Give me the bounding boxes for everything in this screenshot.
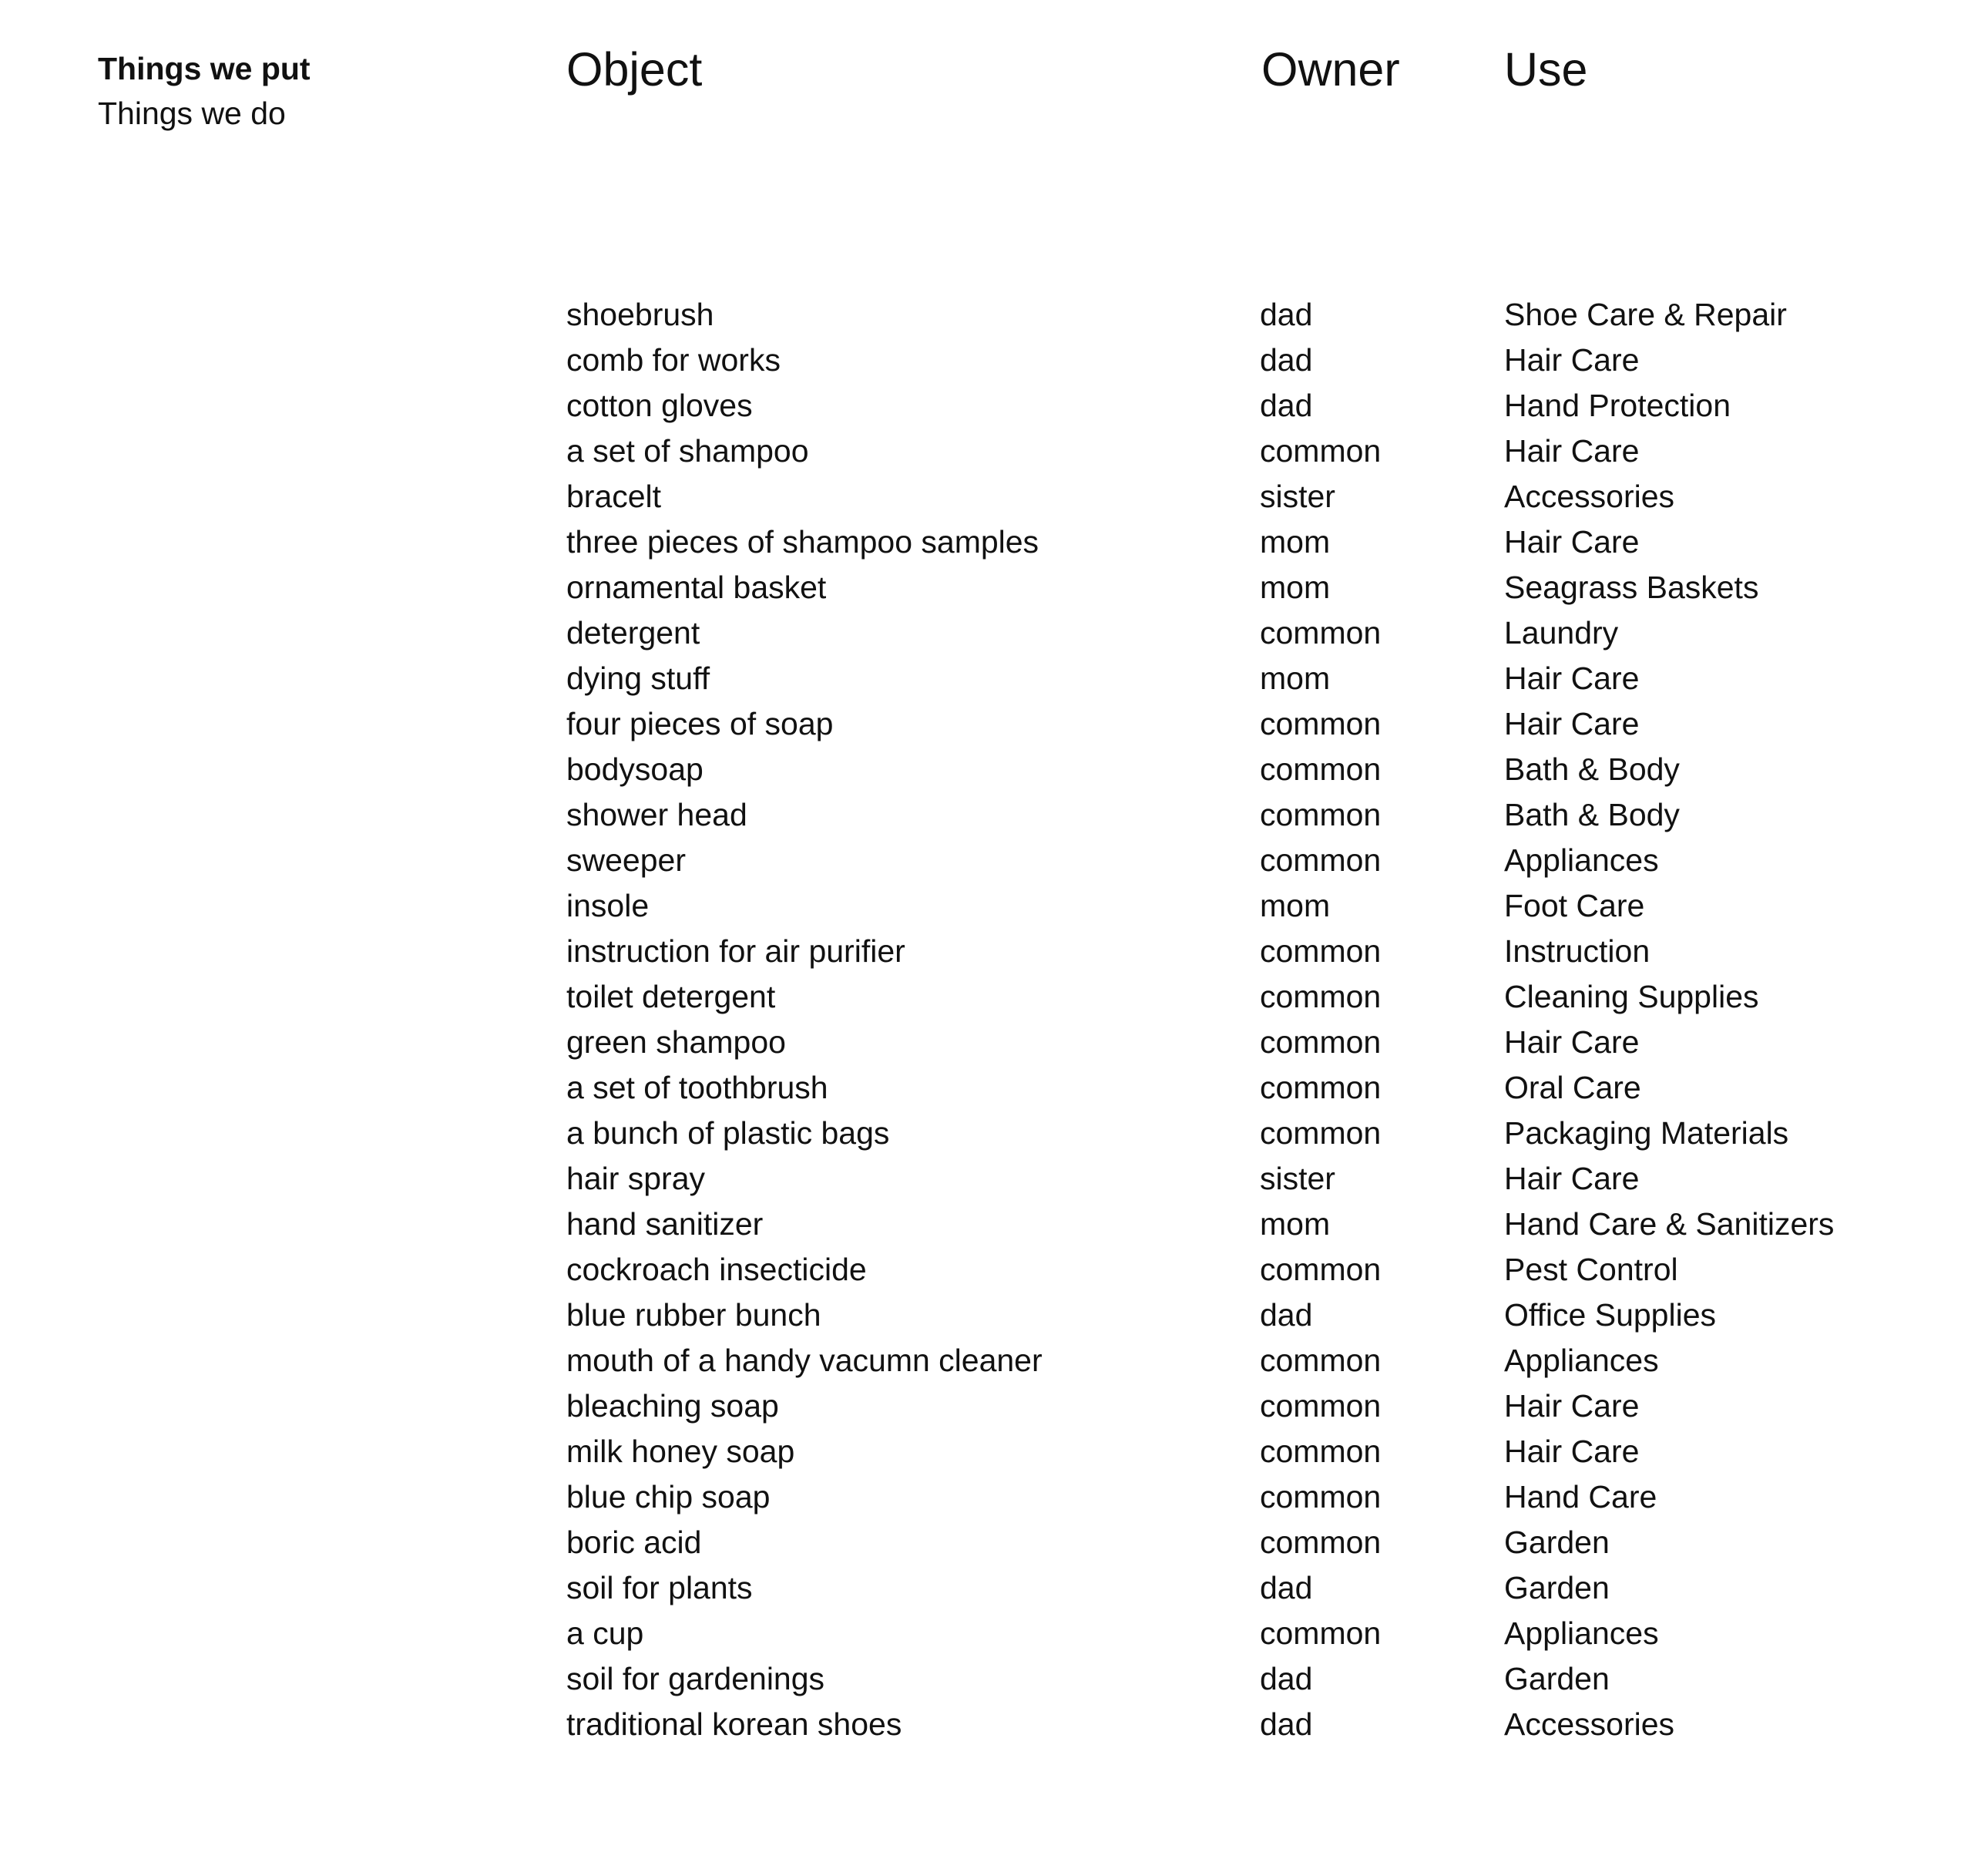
owner-cell: mom: [1260, 888, 1331, 923]
object-cell: a bunch of plastic bags: [566, 1115, 890, 1151]
column-header-use: Use: [1504, 43, 1588, 96]
use-cell: Foot Care: [1504, 888, 1645, 923]
owner-cell: dad: [1260, 388, 1313, 423]
owner-cell: mom: [1260, 661, 1331, 696]
table-row: [566, 519, 1953, 565]
object-cell: instruction for air purifier: [566, 933, 905, 969]
object-cell: bracelt: [566, 479, 662, 514]
object-cell: bodysoap: [566, 751, 704, 787]
use-cell: Hand Protection: [1504, 388, 1731, 423]
use-cell: Appliances: [1504, 1343, 1659, 1378]
table-row: [566, 383, 1953, 429]
table-row: [566, 429, 1953, 474]
table-row: [566, 1247, 1953, 1293]
use-cell: Cleaning Supplies: [1504, 979, 1759, 1014]
side-nav: [98, 46, 311, 136]
table-row: [566, 1156, 1953, 1202]
object-cell: shower head: [566, 797, 747, 832]
table-row: [566, 1702, 1953, 1747]
table-row: [566, 1611, 1953, 1656]
table-row: [566, 1293, 1953, 1338]
table-row: [566, 338, 1953, 383]
use-cell: Pest Control: [1504, 1252, 1678, 1287]
owner-cell: common: [1260, 433, 1382, 469]
table-row: [566, 1020, 1953, 1065]
use-cell: Bath & Body: [1504, 797, 1680, 832]
owner-cell: common: [1260, 979, 1382, 1014]
use-cell: Hair Care: [1504, 342, 1640, 378]
use-cell: Oral Care: [1504, 1070, 1641, 1105]
use-cell: Garden: [1504, 1525, 1610, 1560]
object-cell: cockroach insecticide: [566, 1252, 867, 1287]
object-cell: sweeper: [566, 842, 686, 878]
owner-cell: common: [1260, 706, 1382, 741]
table-row: [566, 929, 1953, 974]
table-row: [566, 838, 1953, 883]
use-cell: Hand Care & Sanitizers: [1504, 1206, 1835, 1242]
object-cell: four pieces of soap: [566, 706, 834, 741]
object-cell: blue rubber bunch: [566, 1297, 821, 1333]
use-cell: Garden: [1504, 1661, 1610, 1696]
object-cell: a cup: [566, 1615, 644, 1651]
table-row: [566, 292, 1953, 338]
use-cell: Hair Care: [1504, 706, 1640, 741]
object-cell: comb for works: [566, 342, 781, 378]
owner-cell: mom: [1260, 524, 1331, 560]
use-cell: Bath & Body: [1504, 751, 1680, 787]
owner-cell: dad: [1260, 1297, 1313, 1333]
object-cell: insole: [566, 888, 650, 923]
object-cell: a set of toothbrush: [566, 1070, 828, 1105]
owner-cell: common: [1260, 1343, 1382, 1378]
owner-cell: common: [1260, 1024, 1382, 1060]
nav-link-things-we-do[interactable]: Things we do: [98, 96, 286, 131]
nav-link-things-we-put[interactable]: Things we put: [98, 51, 311, 86]
use-cell: Hair Care: [1504, 1388, 1640, 1424]
object-cell: mouth of a handy vacumn cleaner: [566, 1343, 1043, 1378]
owner-cell: common: [1260, 842, 1382, 878]
use-cell: Seagrass Baskets: [1504, 570, 1759, 605]
object-cell: ornamental basket: [566, 570, 827, 605]
owner-cell: common: [1260, 1252, 1382, 1287]
use-cell: Laundry: [1504, 615, 1619, 651]
owner-cell: common: [1260, 751, 1382, 787]
table-row: [566, 565, 1953, 610]
object-cell: boric acid: [566, 1525, 702, 1560]
owner-cell: dad: [1260, 342, 1313, 378]
table-row: [566, 974, 1953, 1020]
owner-cell: common: [1260, 615, 1382, 651]
object-cell: hair spray: [566, 1161, 706, 1196]
object-cell: toilet detergent: [566, 979, 776, 1014]
object-cell: green shampoo: [566, 1024, 786, 1060]
use-cell: Hair Care: [1504, 661, 1640, 696]
table-row: [566, 1656, 1953, 1702]
owner-cell: common: [1260, 1070, 1382, 1105]
owner-cell: common: [1260, 797, 1382, 832]
table-row: [566, 1565, 1953, 1611]
use-cell: Office Supplies: [1504, 1297, 1717, 1333]
table-row: [566, 1429, 1953, 1474]
owner-cell: mom: [1260, 570, 1331, 605]
owner-cell: sister: [1260, 479, 1335, 514]
owner-cell: common: [1260, 1115, 1382, 1151]
table-row: [566, 1383, 1953, 1429]
table-row: [566, 610, 1953, 656]
use-cell: Accessories: [1504, 479, 1675, 514]
use-cell: Hair Care: [1504, 524, 1640, 560]
object-cell: shoebrush: [566, 297, 714, 332]
column-header-owner: Owner: [1261, 43, 1400, 96]
use-cell: Hand Care: [1504, 1479, 1657, 1514]
object-table: [566, 292, 1953, 1747]
owner-cell: sister: [1260, 1161, 1335, 1196]
object-cell: hand sanitizer: [566, 1206, 764, 1242]
object-cell: three pieces of shampoo samples: [566, 524, 1039, 560]
table-row: [566, 883, 1953, 929]
use-cell: Hair Care: [1504, 433, 1640, 469]
object-cell: cotton gloves: [566, 388, 753, 423]
use-cell: Hair Care: [1504, 1434, 1640, 1469]
owner-cell: mom: [1260, 1206, 1331, 1242]
object-cell: blue chip soap: [566, 1479, 771, 1514]
table-row: [566, 656, 1953, 701]
table-row: [566, 1338, 1953, 1383]
owner-cell: dad: [1260, 297, 1313, 332]
owner-cell: dad: [1260, 1706, 1313, 1742]
table-row: [566, 1202, 1953, 1247]
use-cell: Appliances: [1504, 1615, 1659, 1651]
owner-cell: common: [1260, 1388, 1382, 1424]
use-cell: Shoe Care & Repair: [1504, 297, 1787, 332]
table-row: [566, 792, 1953, 838]
object-cell: detergent: [566, 615, 700, 651]
object-cell: soil for gardenings: [566, 1661, 825, 1696]
use-cell: Appliances: [1504, 842, 1659, 878]
table-row: [566, 701, 1953, 747]
object-cell: milk honey soap: [566, 1434, 795, 1469]
use-cell: Accessories: [1504, 1706, 1675, 1742]
table-row: [566, 474, 1953, 519]
owner-cell: dad: [1260, 1570, 1313, 1605]
table-row: [566, 1520, 1953, 1565]
use-cell: Instruction: [1504, 933, 1651, 969]
table-row: [566, 1111, 1953, 1156]
object-cell: bleaching soap: [566, 1388, 779, 1424]
owner-cell: common: [1260, 1479, 1382, 1514]
owner-cell: common: [1260, 1434, 1382, 1469]
use-cell: Packaging Materials: [1504, 1115, 1789, 1151]
use-cell: Hair Care: [1504, 1161, 1640, 1196]
owner-cell: dad: [1260, 1661, 1313, 1696]
owner-cell: common: [1260, 933, 1382, 969]
object-cell: soil for plants: [566, 1570, 753, 1605]
use-cell: Hair Care: [1504, 1024, 1640, 1060]
table-row: [566, 1474, 1953, 1520]
table-row: [566, 1065, 1953, 1111]
table-row: [566, 747, 1953, 792]
column-header-object: Object: [566, 43, 703, 96]
owner-cell: common: [1260, 1525, 1382, 1560]
object-cell: a set of shampoo: [566, 433, 809, 469]
use-cell: Garden: [1504, 1570, 1610, 1605]
object-cell: dying stuff: [566, 661, 710, 696]
object-cell: traditional korean shoes: [566, 1706, 902, 1742]
owner-cell: common: [1260, 1615, 1382, 1651]
